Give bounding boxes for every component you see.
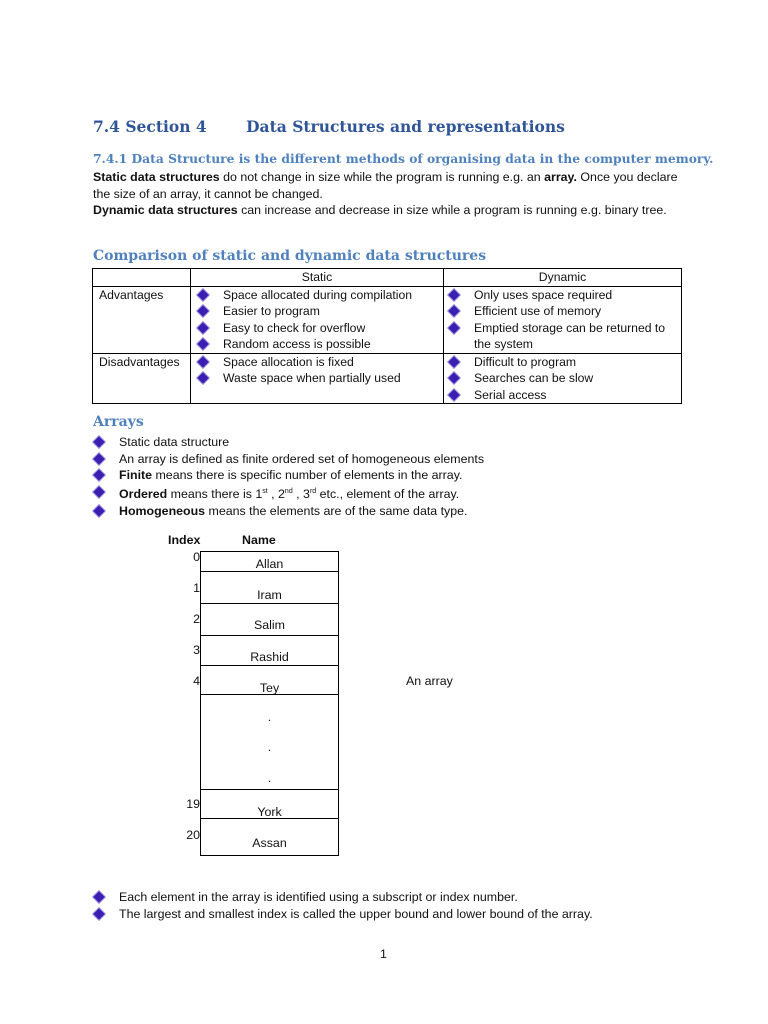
element-name: York [257, 805, 282, 819]
list-item [197, 303, 443, 320]
diamond-bullet-icon [197, 305, 209, 317]
list-item [448, 370, 681, 387]
array-footer-list [93, 889, 593, 922]
arrays-bullet-list [93, 434, 484, 519]
superscript: rd [309, 487, 317, 495]
diamond-bullet-icon [197, 356, 209, 368]
diamond-bullet-icon [448, 356, 460, 368]
diamond-bullet-icon [197, 372, 209, 384]
comparison-table [92, 268, 682, 404]
table-row [93, 286, 682, 353]
diamond-bullet-icon [93, 436, 105, 448]
element-index: 4 [193, 674, 200, 688]
table-header-row [93, 269, 682, 287]
item-text: Waste space when partially used [223, 371, 401, 385]
term: Homogeneous [119, 503, 206, 518]
diamond-bullet-icon [197, 338, 209, 350]
list-item [197, 287, 443, 304]
list-item [448, 287, 681, 304]
item-text: Emptied storage can be returned to the system [474, 320, 666, 351]
list-item [93, 906, 593, 923]
list-item [93, 484, 484, 503]
list-item [93, 434, 484, 451]
item-text: Easier to program [223, 304, 320, 318]
item-text: Each element in the array is identified using a subscript or index number. [119, 890, 518, 904]
table-row [93, 353, 682, 404]
item-text: An array is defined as finite ordered set of homogeneous elements [119, 451, 485, 466]
diamond-bullet-icon [93, 908, 105, 920]
item-text: means the elements are of the same data type. [205, 503, 468, 518]
diamond-bullet-icon [93, 505, 105, 517]
ellipsis-dot: . [267, 740, 272, 754]
item-text: Efficient use of memory [474, 304, 602, 318]
intro-paragraph [93, 169, 693, 219]
item-text: Serial access [474, 387, 547, 402]
list-item [197, 320, 443, 337]
list-item [197, 354, 443, 371]
diamond-bullet-icon [197, 289, 209, 301]
diamond-bullet-icon [93, 891, 105, 903]
item-text: Only uses space required [474, 287, 613, 302]
static-term: Static data structures [93, 170, 220, 184]
ellipsis-dot: . [267, 771, 272, 785]
diagram-caption: An array [406, 674, 453, 688]
item-text: The largest and smallest index is called the upper bound and lower bound of the array. [119, 906, 593, 921]
list-item [448, 320, 674, 353]
list-item [197, 370, 443, 387]
row-label: Advantages [93, 286, 191, 353]
item-text: Random access is possible [223, 337, 371, 351]
list-item [93, 503, 484, 520]
list-item [93, 451, 484, 468]
item-text: means there is 1 [167, 486, 263, 501]
element-name: Allan [255, 557, 284, 571]
element-index: 19 [186, 797, 200, 811]
element-name: Salim [254, 618, 285, 632]
list-item [93, 889, 593, 906]
array-term: array. [544, 170, 577, 184]
element-index: 20 [186, 828, 200, 842]
comparison-heading: Comparison of static and dynamic data structures [93, 248, 487, 264]
section-name: Data Structures and representations [246, 117, 565, 136]
element-index: 0 [193, 550, 200, 564]
item-text: , 3 [292, 486, 310, 501]
subsection-heading: 7.4.1 Data Structure is the different methods of organising data in the computer memory. [93, 151, 714, 166]
diamond-bullet-icon [448, 372, 460, 384]
diamond-bullet-icon [448, 305, 460, 317]
name-header: Name [242, 533, 276, 547]
list-item [93, 467, 484, 484]
header-static: Static [191, 269, 444, 287]
term: Finite [119, 468, 153, 483]
item-text: , 2 [267, 486, 285, 501]
item-text: Difficult to program [474, 354, 577, 369]
element-index: 3 [193, 643, 200, 657]
arrays-heading: Arrays [93, 414, 144, 430]
diamond-bullet-icon [93, 486, 105, 498]
dynamic-term: Dynamic data structures [93, 203, 238, 218]
row-label: Disadvantages [93, 353, 191, 404]
diamond-bullet-icon [93, 469, 105, 481]
header-cell [93, 269, 191, 287]
section-title [93, 117, 565, 136]
text: can increase and decrease in size while a program is running e.g. binary tree. [237, 203, 667, 218]
page-number: 1 [380, 947, 387, 961]
diamond-bullet-icon [448, 389, 460, 401]
element-index: 1 [193, 581, 200, 595]
header-dynamic: Dynamic [444, 269, 682, 287]
diamond-bullet-icon [93, 453, 105, 465]
item-text: etc., element of the array. [316, 486, 460, 501]
list-item [448, 354, 681, 371]
superscript: st [262, 487, 268, 495]
section-number: 7.4 Section 4 [93, 117, 207, 136]
item-text: Space allocated during compilation [223, 287, 413, 302]
element-name: Assan [252, 836, 287, 850]
diamond-bullet-icon [448, 322, 460, 334]
item-text: Searches can be slow [474, 371, 594, 385]
text: do not change in size while the program is running e.g. an [219, 170, 545, 184]
element-index: 2 [193, 612, 200, 626]
index-header: Index [168, 533, 201, 547]
item-text: means there is specific number of elements in the array. [152, 468, 463, 483]
diamond-bullet-icon [448, 289, 460, 301]
list-item [448, 387, 681, 404]
element-name: Tey [259, 681, 280, 695]
term: Ordered [119, 486, 168, 501]
ellipsis-dot: . [267, 710, 272, 724]
element-name: Iram [257, 588, 282, 602]
superscript: nd [284, 487, 293, 495]
text: Once you declare the size of an array, it cannot be changed. [93, 170, 678, 201]
list-item [197, 336, 443, 353]
item-text: Space allocation is fixed [223, 354, 354, 369]
item-text: Easy to check for overflow [223, 320, 366, 335]
list-item [448, 303, 681, 320]
item-text: Static data structure [119, 435, 230, 449]
element-name: Rashid [250, 650, 289, 664]
diamond-bullet-icon [197, 322, 209, 334]
